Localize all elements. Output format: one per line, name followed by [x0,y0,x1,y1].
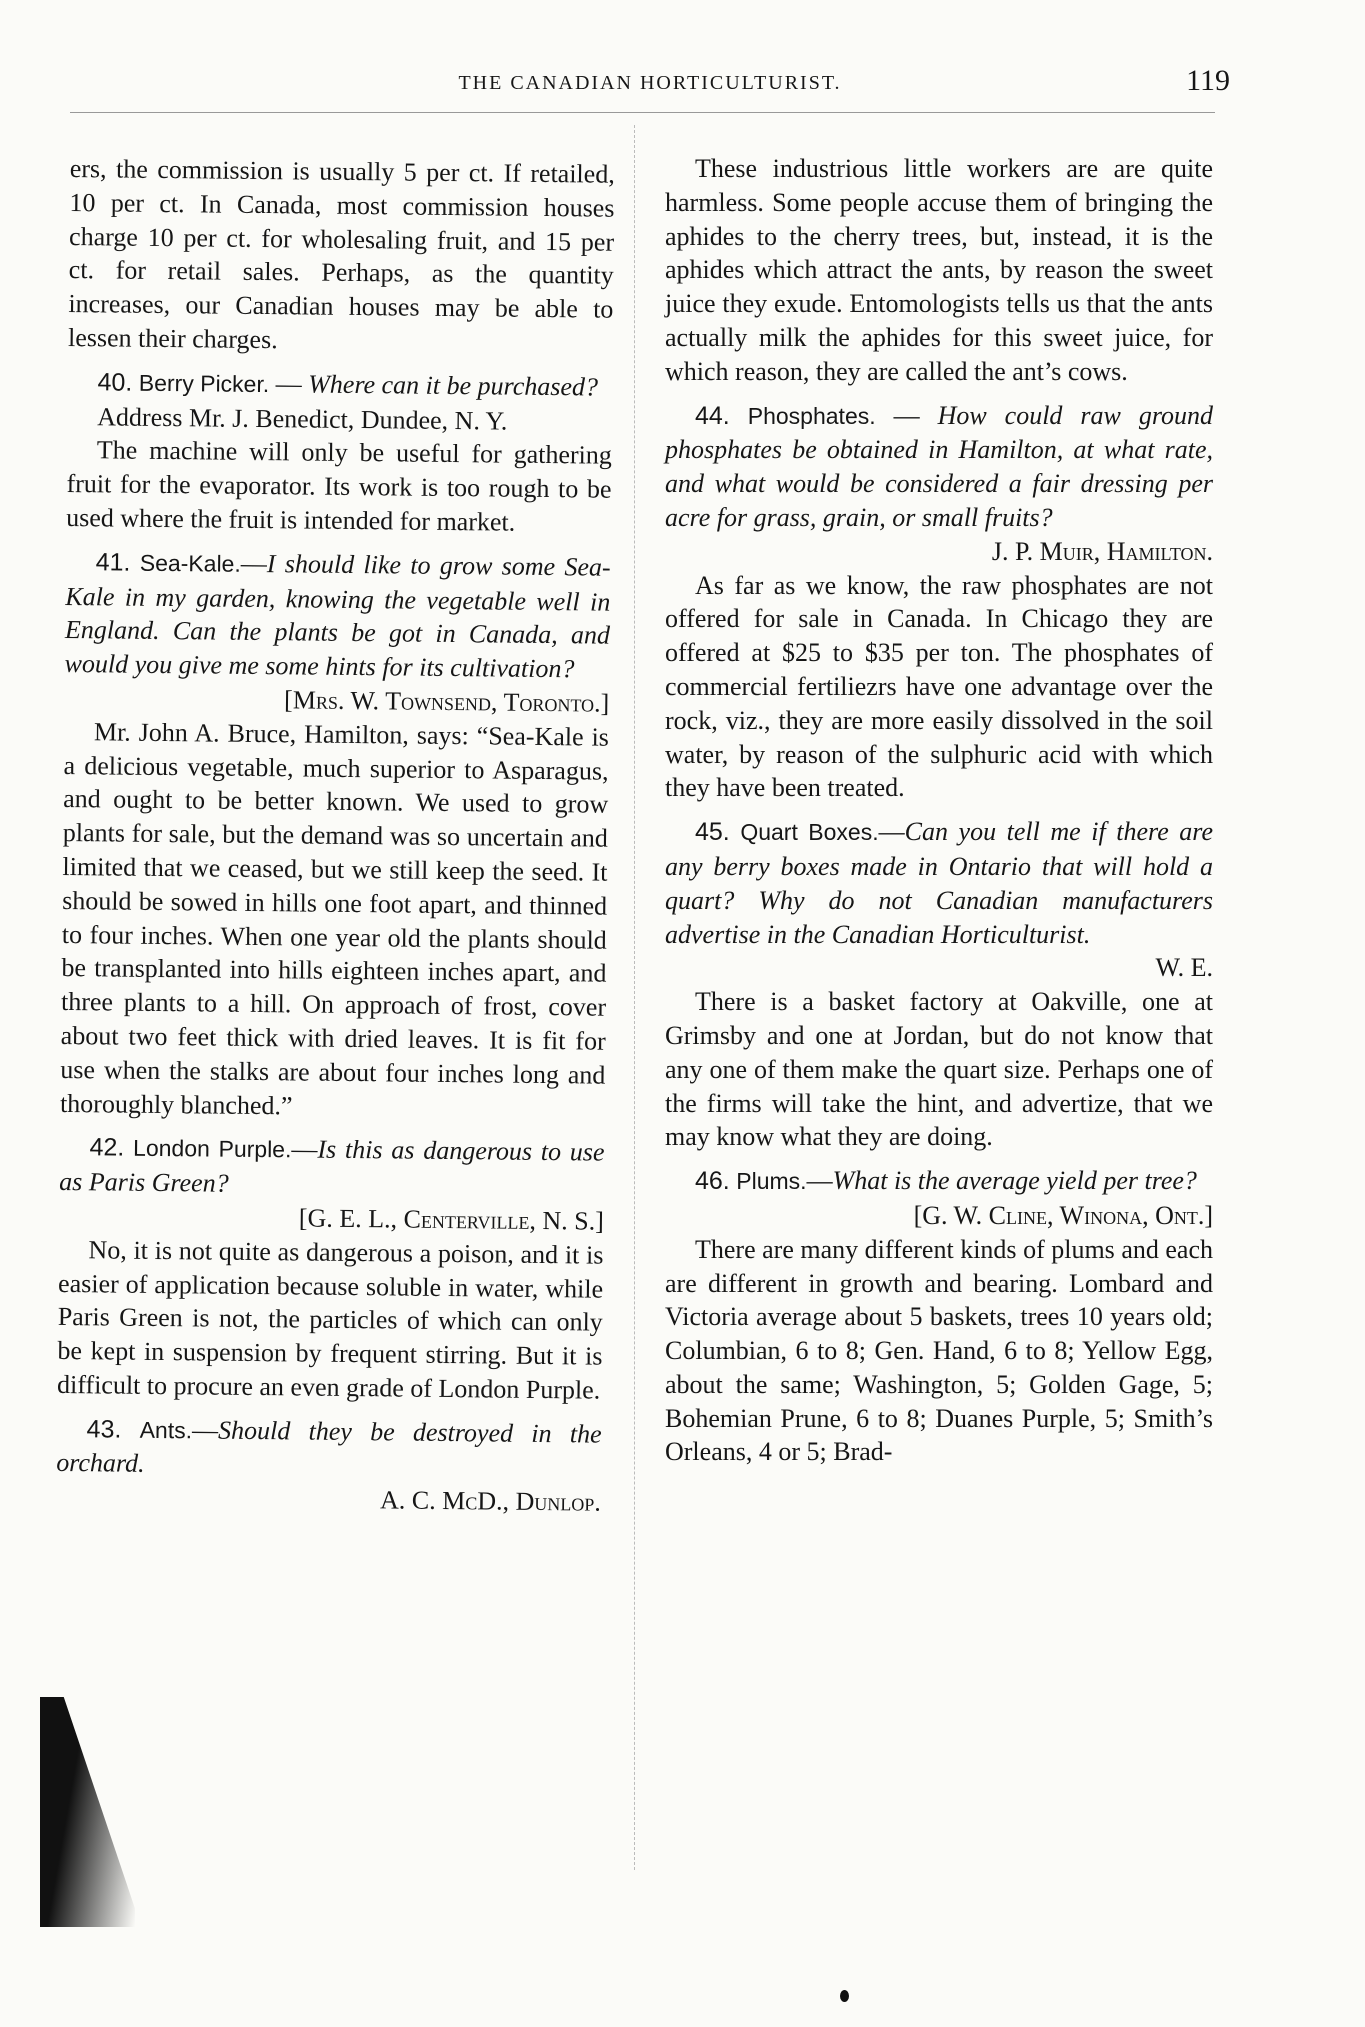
dash: — [191,1415,219,1445]
question-text: Where can it be purchased? [308,369,599,402]
dash: — [269,368,309,399]
right-column [665,152,1213,1469]
question-text: Can you tell me if there are any berry boxes made in Ontario that will hold a quart? Why do not Canadian manufacturers advertise in the Canadian Horticulturist. [665,817,1213,949]
question-number: 43. [86,1414,122,1444]
signature-44: J. P. Muir, Hamilton. [991,536,1213,566]
page-number: 119 [1186,64,1230,97]
question-topic: Ants. [139,1416,193,1444]
question-46 [665,1164,1213,1199]
question-43 [56,1412,602,1486]
question-text: Should they be destroyed in the orchard. [56,1415,602,1479]
answer-42: No, it is not quite as dangerous a poison, and it is easier of application because soluble in water, while Paris Green is not, the particles of which can only be kept in suspension by frequent stirring. But it is difficult to procure an even grade of London Purple. [56,1234,604,1405]
question-topic: London Purple. [132,1135,292,1163]
column-divider [634,125,635,1870]
question-topic: Plums. [736,1168,807,1195]
question-number: 42. [89,1133,125,1162]
scan-shadow [40,1697,135,1927]
dash: — [878,817,905,847]
dash: — [291,1134,318,1164]
question-topic: Sea-Kale. [139,549,241,577]
answer-41: Mr. John A. Bruce, Hamilton, says: “Sea-Kale is a delicious vegetable, much superior to Asparagus, and ought to be better known. We used to grow plants for sale, but the demand was so uncertain and limited that we ceased, but we still keep the seed. It should be sowed in hills one foot apart, and thinned to four inches. When one year old the plants should be transplanted into hills eighteen inches apart, and three plants to a hill. On approach of frost, cover about two feet thick with dried leaves. It is fit for use when the stalks are about four inches long and thoroughly blanched.” [59,717,610,1120]
question-number: 44. [695,401,730,430]
question-number: 46. [695,1167,730,1196]
question-number: 40. [97,368,133,397]
question-number: 41. [95,548,131,577]
question-topic: Berry Picker. [138,369,270,397]
question-text: What is the average yield per tree? [832,1166,1197,1196]
paragraph-continuation: ers, the commission is usually 5 per ct. If retailed, 10 per ct. In Canada, most commission houses charge 10 per ct. for wholesaling fruit, and 15 per ct. for retail sales. Perhaps, as the quantity increases, our Canadian houses may be able to lessen their charges. [67,153,615,355]
dash: — [240,548,267,578]
signature-46: [G. W. Cline, Winona, Ont.] [913,1200,1213,1230]
dash: — [806,1166,833,1196]
signature-42: [G. E. L., Centerville, N. S.] [298,1203,604,1236]
running-head: THE CANADIAN HORTICULTURIST. [458,72,842,94]
signature-43: A. C. McD., Dunlop. [379,1485,602,1517]
answer-43: These industrious little workers are are quite harmless. Some people accuse them of bringing the aphides to the cherry trees, but, instead, it is the aphides which attract the ants, by reason the sweet juice they exude. Entomologists tells us that the ants actually milk the aphides for this sweet juice, for which reason, they are called the ant’s cows. [665,154,1213,386]
answer-46: There are many different kinds of plums and each are different in growth and bearing. Lombard and Victoria average about 5 baskets, trees 10 years old; Columbian, 6 to 8; Gen. Hand, 6 to 8; Yellow Egg, about the same; Washington, 5; Golden Gage, 5; Bohemian Prune, 6 to 8; Duanes Purple, 5; Smith’s Orleans, 4 or 5; Brad- [665,1234,1213,1467]
question-44 [665,399,1213,535]
answer-40: The machine will only be useful for gathering fruit for the evaporator. Its work is too rough to be used where the fruit is intended for market. [66,435,613,537]
left-column [56,152,615,1520]
answer-40-address: Address Mr. J. Benedict, Dundee, N. Y. [97,401,508,436]
signature-41: [Mrs. W. Townsend, Toronto.] [283,685,610,718]
question-45 [665,815,1213,951]
answer-44: As far as we know, the raw phosphates are not offered for sale in Canada. In Chicago they are offered at $25 to $35 per ton. The phosphates of commercial fertiliezrs have one advantage over the rock, viz., they are more easily dissolved in the soil water, by reason of the sulphuric acid with which they have been treated. [665,570,1213,803]
header-rule [70,112,1215,113]
ink-speck [840,1990,849,2002]
question-number: 45. [695,818,730,847]
question-topic: Quart Boxes. [740,819,879,846]
question-text: How could raw ground phosphates be obtained in Hamilton, at what rate, and what would be considered a fair dressing per acre for grass, grain, or small fruits? [665,400,1214,532]
question-40 [67,365,612,406]
signature-45: W. E. [1155,953,1213,983]
question-42 [59,1130,605,1204]
question-topic: Phosphates. [747,402,876,429]
answer-45: There is a basket factory at Oakville, one at Grimsby and one at Jordan, but do not know that any one of them make the quart size. Perhaps one of the firms will take the hint, and advertize, that we may know what they are doing. [665,987,1213,1152]
question-41 [64,545,610,687]
dash: — [875,400,938,430]
question-text: Is this as dangerous to use as Paris Green? [59,1134,605,1198]
question-text: I should like to grow some Sea-Kale in my garden, knowing the vegetable well in England. Can the plants be got in Canada, and would you give me some hints for its cultivation? [64,548,611,684]
